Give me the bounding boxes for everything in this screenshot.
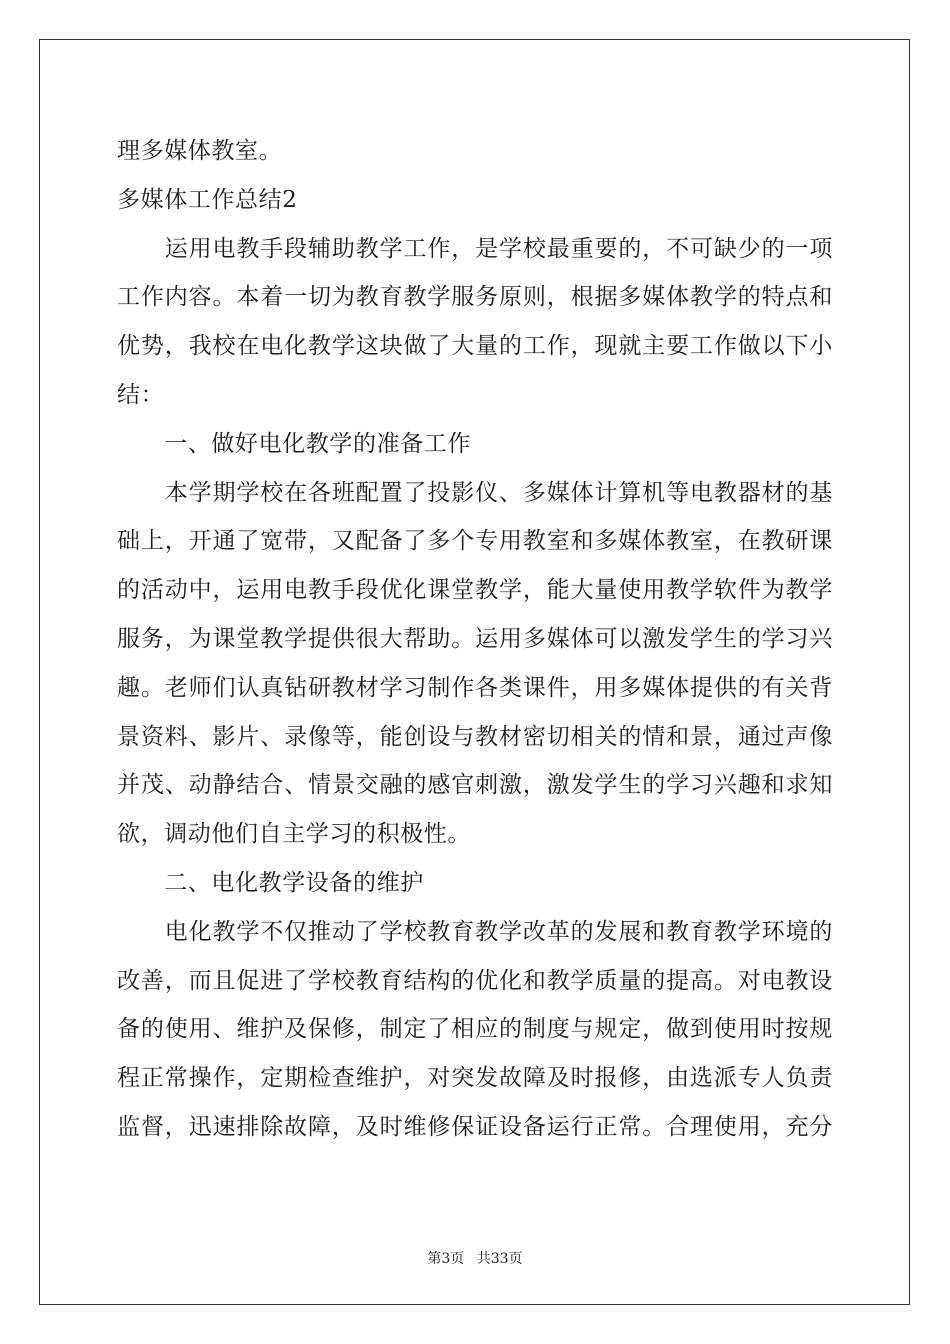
text-line: 景资料、影片、录像等，能创设与教材密切相关的情和景，通过声像: [117, 723, 833, 750]
text-line: 多媒体工作总结2: [117, 186, 298, 213]
text-line: 欲，调动他们自主学习的积极性。: [117, 821, 471, 848]
page-footer: [0, 1248, 950, 1268]
text-line: 趣。老师们认真钻研教材学习制作各类课件，用多媒体提供的有关背: [117, 674, 833, 701]
page-number: 第3页: [427, 1251, 465, 1267]
text-line: 备的使用、维护及保修，制定了相应的制度与规定，做到使用时按规: [117, 1016, 833, 1043]
text-line: 优势，我校在电化教学这块做了大量的工作，现就主要工作做以下小: [117, 333, 833, 360]
text-line: 工作内容。本着一切为教育教学服务原则，根据多媒体教学的特点和: [117, 284, 833, 311]
text-line: 本学期学校在各班配置了投影仪、多媒体计算机等电教器材的基: [117, 479, 833, 506]
text-line: 程正常操作，定期检查维护，对突发故障及时报修，由选派专人负责: [117, 1065, 833, 1092]
text-line: 础上，开通了宽带，又配备了多个专用教室和多媒体教室，在教研课: [117, 528, 833, 555]
text-line: 理多媒体教室。: [117, 138, 283, 164]
page-total: 共33页: [476, 1251, 523, 1267]
text-line: 服务，为课堂教学提供很大帮助。运用多媒体可以激发学生的学习兴: [117, 625, 833, 652]
text-line: 的活动中，运用电教手段优化课堂教学，能大量使用教学软件为教学: [117, 577, 833, 604]
text-line: 并茂、动静结合、情景交融的感官刺激，激发学生的学习兴趣和求知: [117, 772, 833, 799]
text-line: 二、电化教学设备的维护: [117, 869, 424, 896]
text-line: 改善，而且促进了学校教育结构的优化和教学质量的提高。对电教设: [117, 967, 833, 994]
document-body: [117, 127, 833, 1152]
text-line: 电化教学不仅推动了学校教育教学改革的发展和教育教学环境的: [117, 918, 833, 945]
text-line: 运用电教手段辅助教学工作，是学校最重要的，不可缺少的一项: [117, 235, 833, 262]
text-line: 监督，迅速排除故障，及时维修保证设备运行正常。合理使用，充分: [117, 1113, 833, 1140]
text-line: 一、做好电化教学的准备工作: [117, 430, 471, 457]
text-line: 结：: [117, 381, 165, 408]
